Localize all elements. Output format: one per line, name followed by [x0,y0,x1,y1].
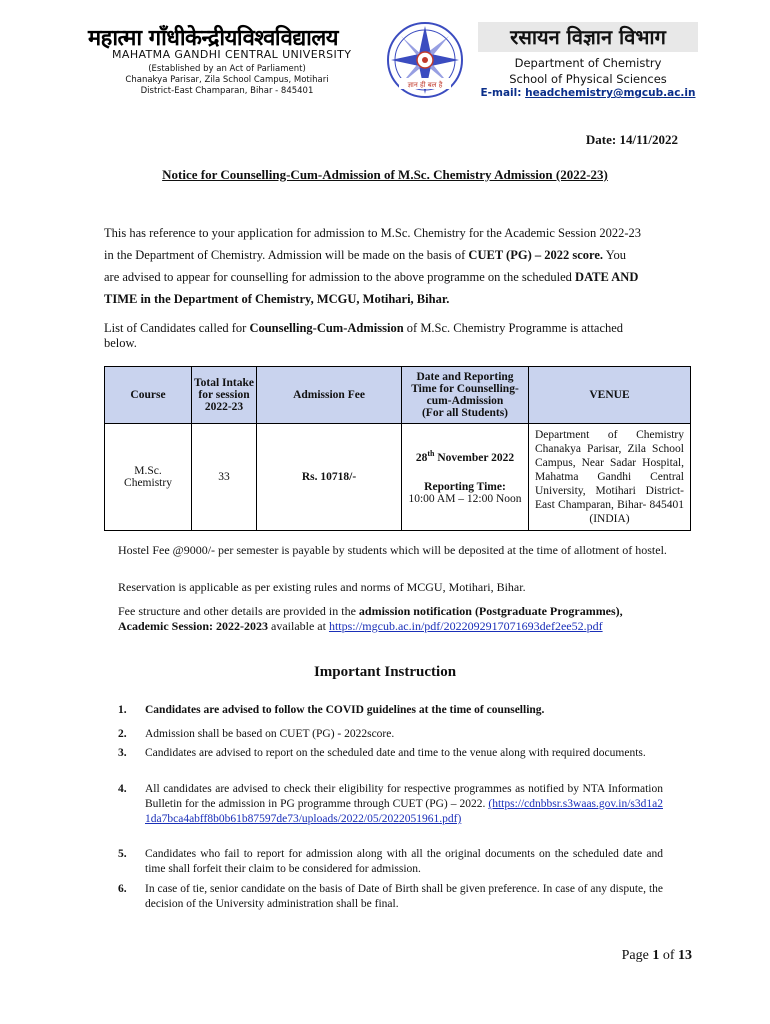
cell-course: M.Sc. Chemistry [105,424,192,531]
table-header-row [105,367,691,424]
university-logo [385,20,465,100]
intro-line-1: This has reference to your application for admission to M.Sc. Chemistry for the Academic Session 2022-23 [104,226,642,240]
university-address-line2: District-East Champaran, Bihar - 845401 [140,86,314,96]
candidates-table [104,366,691,531]
university-name-english: MAHATMA GANDHI CENTRAL UNIVERSITY [112,48,352,61]
university-address-line1: Chanakya Parisar, Zila School Campus, Motihari [125,75,329,85]
header-intake: Total Intake for session 2022-23 [192,367,257,424]
header-date: Date and Reporting Time for Counselling- cum-Admission (For all Students) [402,367,529,424]
fee-structure-note: Fee structure and other details are provided in the admission notification (Postgraduate Programmes), Academic Session: 2022-2023 available at https://mgcub.ac.in/pdf/2022092917071693def2ee52.pdf [118,604,623,633]
logo-motto: ज्ञान ही बल है [407,81,443,89]
school-name: School of Physical Sciences [509,72,667,86]
cell-fee: Rs. 10718/- [257,424,402,531]
email-link[interactable]: headchemistry@mgcub.ac.in [525,87,696,99]
cell-intake: 33 [192,424,257,531]
page-number: Page 1 of 13 [621,948,692,963]
header-course: Course [105,367,192,424]
header-venue: VENUE [529,367,691,424]
intro-line-3: are advised to appear for counselling for admission to the above programme on the scheduled DATE AND [104,270,639,284]
instructions-title: Important Instruction [313,664,457,680]
cell-date: 28th November 2022 Reporting Time: 10:00 AM – 12:00 Noon [402,424,529,531]
cuet-bulletin-link[interactable]: (https://cdnbbsr.s3waas.gov.in/s3d1a21da7bca4abff8b0b61b87597de73/uploads/2022/05/2022051961.pdf) [145,798,663,825]
intro-paragraph [104,226,664,316]
university-established: (Established by an Act of Parliament) [148,64,306,74]
admission-notification-link[interactable]: https://mgcub.ac.in/pdf/2022092917071693def2ee52.pdf [328,619,603,633]
department-name-english: Department of Chemistry [514,56,662,70]
hostel-fee-note: Hostel Fee @9000/- per semester is payable by students which will be deposited at the time of allotment of hostel. [118,543,667,557]
intro-line-2: in the Department of Chemistry. Admission will be made on the basis of CUET (PG) – 2022 score. You [104,248,626,262]
email-label: E-mail: [480,87,522,99]
intro-line-4: TIME in the Department of Chemistry, MCGU, Motihari, Bihar. [104,292,450,306]
cell-venue: Department of Chemistry Chanakya Parisar, Zila School Campus, Near Sadar Hospital, Mahatma Gandhi Central University, Motihari District-East Champaran, Bihar- 845401 (INDIA) [529,424,691,531]
list-paragraph: List of Candidates called for Counselling-Cum-Admission of M.Sc. Chemistry Programme is attached below. [104,321,624,350]
department-name-hindi: रसायन विज्ञान विभाग [478,22,698,52]
table-row [105,424,691,531]
university-name-hindi: महात्मा गाँधीकेन्द्रीयविश्वविद्यालय [88,26,339,51]
department-email [478,87,698,99]
notice-title: Notice for Counselling-Cum-Admission of M.Sc. Chemistry Admission (2022-23) [162,167,608,182]
header-fee: Admission Fee [257,367,402,424]
notice-date: Date: 14/11/2022 [585,132,678,147]
reservation-note: Reservation is applicable as per existing rules and norms of MCGU, Motihari, Bihar. [118,580,526,594]
